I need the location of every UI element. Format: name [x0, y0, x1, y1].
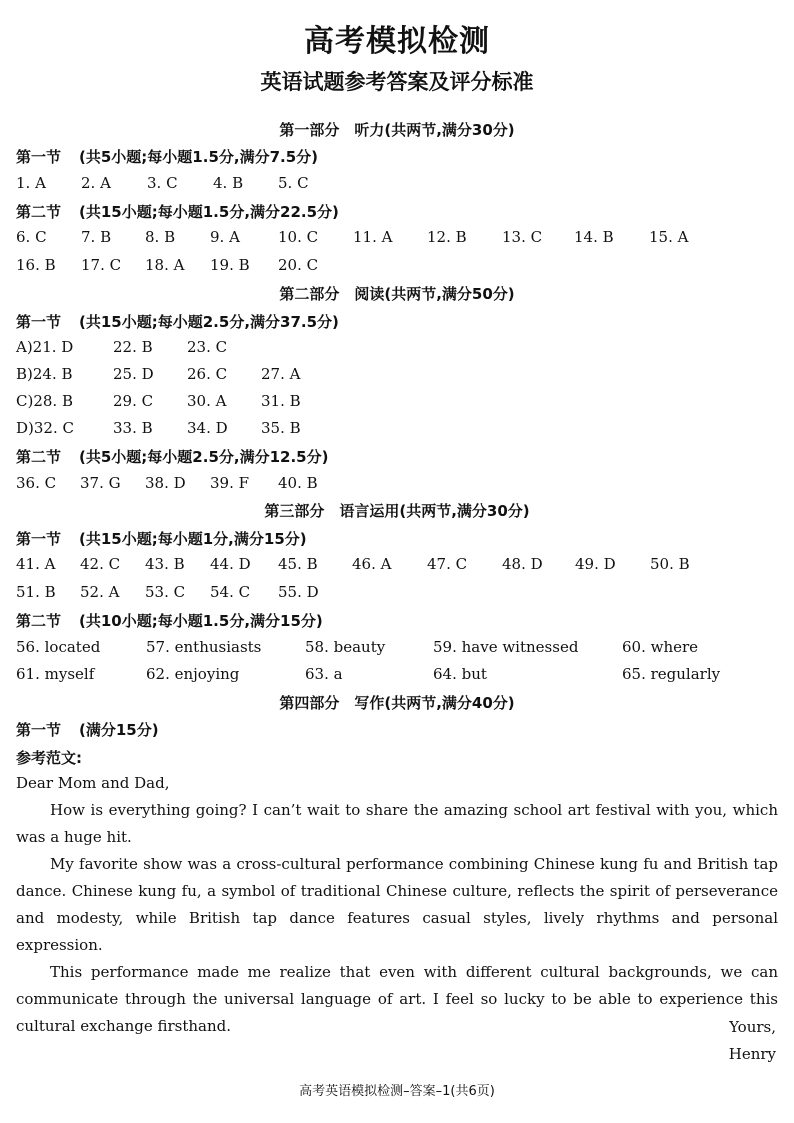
answer-item: 35. B	[261, 419, 301, 437]
answer-item: 51. B	[16, 583, 56, 601]
section-desc: (共15小题;每小题2.5分,满分37.5分)	[79, 313, 339, 331]
page-footer: 高考英语模拟检测–答案–1(共6页)	[299, 1084, 495, 1099]
part3-sec1-heading	[16, 528, 307, 549]
answer-item: 47. C	[427, 555, 468, 573]
answer-item: 55. D	[278, 583, 319, 601]
answer-item: 19. B	[210, 256, 250, 274]
answer-item: 63. a	[305, 665, 343, 683]
section-label: 第一节	[16, 313, 62, 331]
part3-heading: 第三部分 语言运用(共两节,满分30分)	[264, 502, 530, 520]
answer-item: 53. C	[145, 583, 186, 601]
answer-item: A)21. D	[16, 338, 74, 356]
answer-item: 52. A	[80, 583, 120, 601]
answer-item: 3. C	[147, 174, 178, 192]
answer-item: 50. B	[650, 555, 690, 573]
essay-paragraph: My favorite show was a cross-cultural performance combining Chinese kung fu and British tap dance. Chinese kung fu, a symbol of traditional Chinese culture, reflects the spirit of perseverance and modesty, while British tap dance features casual styles, lively rhythms and personal expression.	[16, 855, 778, 954]
answer-item: 33. B	[113, 419, 153, 437]
answer-item: 22. B	[113, 338, 153, 356]
section-label: 第一节	[16, 148, 62, 166]
answer-item: 54. C	[210, 583, 251, 601]
answer-item: 2. A	[81, 174, 111, 192]
answer-item: C)28. B	[16, 392, 73, 410]
answer-item: B)24. B	[16, 365, 73, 383]
answer-item: 29. C	[113, 392, 154, 410]
sample-essay	[16, 770, 778, 1040]
answer-item: 27. A	[261, 365, 301, 383]
essay-paragraph: This performance made me realize that even with different cultural backgrounds, we can communicate through the universal language of art. I feel so lucky to be able to experience this cultural exchange firsthand.	[16, 963, 778, 1035]
answer-item: 11. A	[353, 228, 393, 246]
answer-item: 58. beauty	[305, 638, 386, 656]
answer-item: 17. C	[81, 256, 122, 274]
answer-item: 26. C	[187, 365, 228, 383]
answer-item: 57. enthusiasts	[146, 638, 262, 656]
answer-item: 13. C	[502, 228, 543, 246]
answer-item: 7. B	[81, 228, 112, 246]
section-desc: (共5小题;每小题1.5分,满分7.5分)	[79, 148, 319, 166]
essay-paragraph: How is everything going? I can’t wait to share the amazing school art festival with you, which was a huge hit.	[16, 801, 778, 846]
answer-item: 43. B	[145, 555, 185, 573]
section-label: 第二节	[16, 612, 62, 630]
section-desc: (共15小题;每小题1.5分,满分22.5分)	[79, 203, 339, 221]
answer-item: 12. B	[427, 228, 467, 246]
answer-item: 45. B	[278, 555, 318, 573]
part3-sec2-heading	[16, 610, 323, 631]
answer-item: 1. A	[16, 174, 46, 192]
part2-sec2-heading	[16, 446, 328, 467]
answer-item: 46. A	[352, 555, 392, 573]
section-label: 第一节	[16, 721, 62, 739]
answer-item: 10. C	[278, 228, 319, 246]
answer-item: 61. myself	[16, 665, 95, 683]
answer-item: 37. G	[80, 474, 121, 492]
answer-item: 62. enjoying	[146, 665, 240, 683]
answer-item: 40. B	[278, 474, 318, 492]
section-desc: (满分15分)	[79, 721, 159, 739]
exam-title: 高考模拟检测	[304, 24, 490, 59]
part2-sec1-heading	[16, 311, 339, 332]
answer-item: 31. B	[261, 392, 301, 410]
answer-key-subtitle: 英语试题参考答案及评分标准	[260, 70, 534, 94]
essay-signature: Henry	[728, 1045, 776, 1063]
essay-closing: Yours,	[729, 1018, 776, 1036]
answer-item: 15. A	[649, 228, 689, 246]
answer-item: 60. where	[622, 638, 699, 656]
answer-item: 42. C	[80, 555, 121, 573]
answer-item: 5. C	[278, 174, 309, 192]
answer-item: 44. D	[210, 555, 251, 573]
section-label: 第二节	[16, 448, 62, 466]
answer-item: 8. B	[145, 228, 176, 246]
answer-item: 64. but	[433, 665, 487, 683]
section-label: 第二节	[16, 203, 62, 221]
answer-item: 34. D	[187, 419, 228, 437]
answer-item: D)32. C	[16, 419, 74, 437]
part2-heading: 第二部分 阅读(共两节,满分50分)	[279, 285, 515, 303]
essay-greeting: Dear Mom and Dad,	[16, 774, 170, 792]
section-desc: (共5小题;每小题2.5分,满分12.5分)	[79, 448, 329, 466]
answer-item: 56. located	[16, 638, 101, 656]
answer-item: 25. D	[113, 365, 154, 383]
part1-sec2-heading	[16, 201, 339, 222]
answer-item: 39. F	[210, 474, 250, 492]
section-label: 第一节	[16, 530, 62, 548]
answer-item: 4. B	[213, 174, 244, 192]
part4-sec1-heading	[16, 719, 159, 740]
section-desc: (共15小题;每小题1分,满分15分)	[79, 530, 307, 548]
answer-item: 18. A	[145, 256, 185, 274]
answer-item: 9. A	[210, 228, 240, 246]
section-desc: (共10小题;每小题1.5分,满分15分)	[79, 612, 323, 630]
answer-item: 38. D	[145, 474, 186, 492]
answer-item: 41. A	[16, 555, 56, 573]
sample-essay-label: 参考范文:	[16, 749, 82, 767]
part1-heading: 第一部分 听力(共两节,满分30分)	[279, 121, 515, 139]
answer-item: 14. B	[574, 228, 614, 246]
answer-item: 36. C	[16, 474, 57, 492]
answer-item: 48. D	[502, 555, 543, 573]
part1-sec1-heading	[16, 146, 318, 167]
answer-item: 16. B	[16, 256, 56, 274]
part4-heading: 第四部分 写作(共两节,满分40分)	[279, 694, 515, 712]
answer-item: 23. C	[187, 338, 228, 356]
answer-item: 20. C	[278, 256, 319, 274]
answer-item: 6. C	[16, 228, 47, 246]
answer-item: 30. A	[187, 392, 227, 410]
answer-item: 65. regularly	[622, 665, 721, 683]
answer-item: 49. D	[575, 555, 616, 573]
answer-item: 59. have witnessed	[433, 638, 579, 656]
